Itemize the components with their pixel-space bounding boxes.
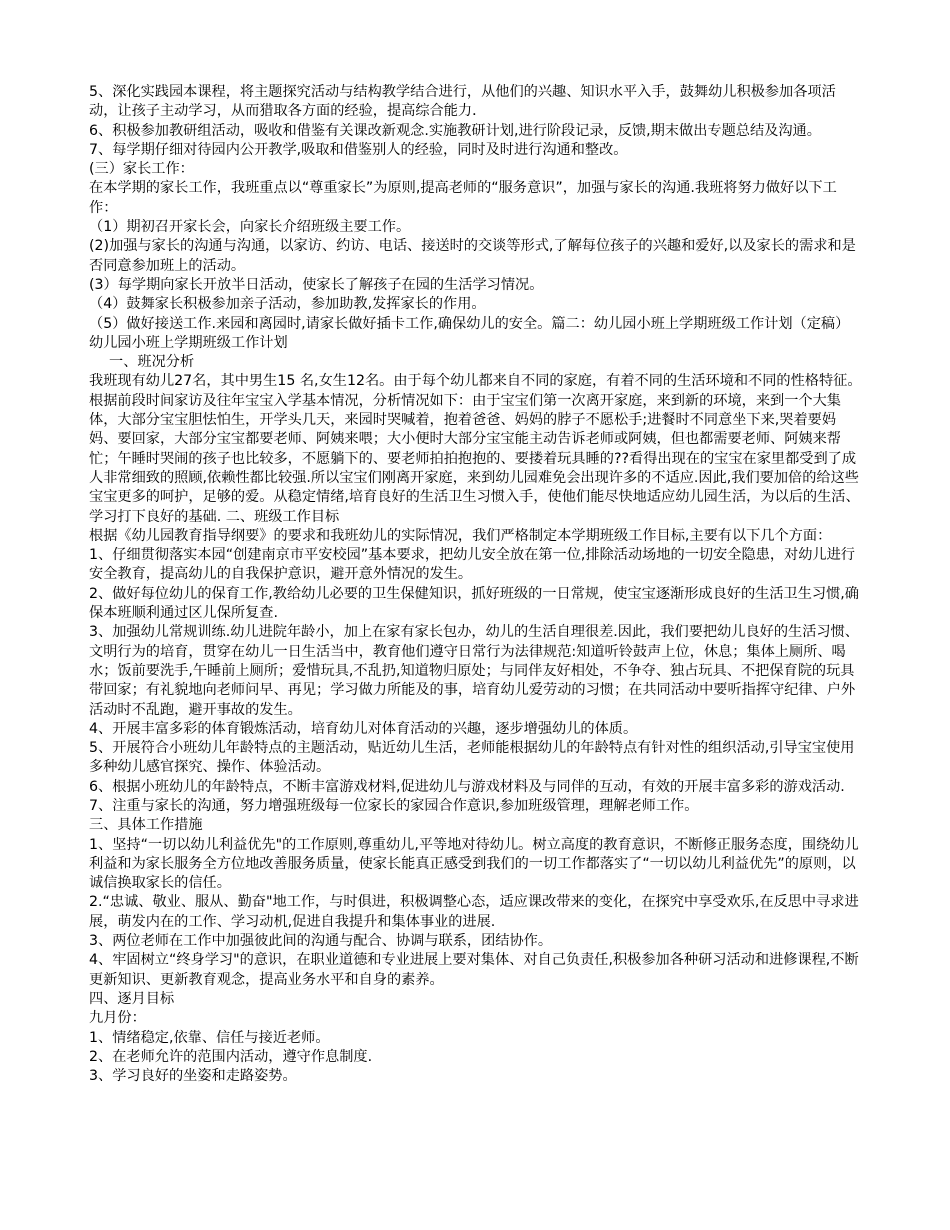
list-item: 6、根据小班幼儿的年龄特点，不断丰富游戏材料,促进幼儿与游戏材料及与同伴的互动，有效的开展丰富多彩的游戏活动.: [89, 778, 845, 795]
paragraph: 6、积极参加教研组活动，吸收和借鉴有关课改新观念.实施教研计划,进行阶段记录，反馈,期末做出专题总结及沟通。: [89, 122, 821, 139]
list-item: 5、开展符合小班幼儿年龄特点的主题活动，贴近幼儿生活，老师能根据幼儿的年龄特点有针对性的组织活动,引导宝宝使用多种幼儿感官探究、操作、体验活动。: [89, 740, 855, 776]
section-heading: 四、逐月目标: [89, 990, 175, 1007]
document-body: [89, 83, 864, 1086]
list-item: 1、仔细贯彻落实本园“创建南京市平安校园”基本要求，把幼儿安全放在第一位,排除活动场地的一切安全隐患，对幼儿进行安全教育，提高幼儿的自我保护意识，避开意外情况的发生。: [89, 547, 855, 583]
list-item: 2、做好每位幼儿的保育工作,教给幼儿必要的卫生保健知识，抓好班级的一日常规，使宝宝逐渐形成良好的生活卫生习惯,确保本班顺利通过区儿保所复查.: [89, 585, 859, 622]
list-item: 4、开展丰富多彩的体育锻炼活动，培育幼儿对体育活动的兴趣，逐步增强幼儿的体质。: [89, 720, 638, 737]
document-title: 幼儿园小班上学期班级工作计划: [89, 334, 288, 351]
list-item: 3、加强幼儿常规训练.幼儿进院年龄小，加上在家有家长包办，幼儿的生活自理很差.因此，我们要把幼儿良好的生活习惯、文明行为的培育，贯穿在幼儿一日生活当中，教育他们遵守日常行为法律规范:知道听铃鼓声上位，休息；集体上厕所、喝水；饭前要洗手,午睡前上厕所；爱惜玩具,不乱扔,知道物归原处；与同伴友好相处，不争夺、独占玩具、不把保育院的玩具带回家；有礼貌地向老师问早、再见；学习做力所能及的事，培育幼儿爱劳动的习惯；在共同活动中要听指挥守纪律、户外活动时不乱跑，避开事故的发生。: [89, 624, 859, 718]
list-item: 1、坚持“一切以幼儿利益优先"的工作原则,尊重幼儿,平等地对待幼儿。树立高度的教育意识，不断修正服务态度，围绕幼儿利益和为家长服务全方位地改善服务质量，使家长能真正感受到我们的一切工作都落实了“一切以幼儿利益优先”的原则，以诚信换取家长的信任。: [89, 836, 859, 892]
list-item: （5）做好接送工作.来园和离园时,请家长做好插卡工作,确保幼儿的安全。篇二：幼儿园小班上学期班级工作计划（定稿）: [89, 315, 850, 332]
paragraph: 我班现有幼儿27名，其中男生15 名,女生12名。由于每个幼儿都来自不同的家庭，有着不同的生活环境和不同的性格特征。根据前段时间家访及往年宝宝入学基本情况，分析情况如下：由于宝宝们第一次离开家庭，来到新的环境，来到一个大集体，大部分宝宝胆怯怕生，开学头几天，来园时哭喊着，抱着爸爸、妈妈的脖子不愿松手;进餐时不同意坐下来,哭着要妈妈、要回家，大部分宝宝都要老师、阿姨来喂；大小便时大部分宝宝能主动告诉老师或阿姨，但也都需要老师、阿姨来帮忙；午睡时哭闹的孩子也比较多，不愿躺下的、要老师拍拍抱抱的、要搂着玩具睡的??看得出现在的宝宝在家里都受到了成人非常细致的照顾,依赖性都比较强.所以宝宝们刚离开家庭，来到幼儿园难免会出现许多的不适应.因此,我们要加倍的给这些宝宝更多的呵护，足够的爱。从稳定情绪,培育良好的生活卫生习惯入手，使他们能尽快地适应幼儿园生活，为以后的生活、学习打下良好的基础. 二、班级工作目标: [89, 373, 862, 525]
paragraph: 7、每学期仔细对待园内公开教学,吸取和借鉴别人的经验，同时及时进行沟通和整改。: [89, 141, 628, 158]
section-heading: 一、班况分析: [109, 354, 195, 371]
list-item: （4）鼓舞家长积极参加亲子活动，参加助教,发挥家长的作用。: [89, 296, 486, 313]
section-heading: 三、具体工作措施: [89, 817, 203, 834]
list-item: 7、注重与家长的沟通，努力增强班级每一位家长的家园合作意识,参加班级管理，理解老师工作。: [89, 797, 699, 814]
month-heading: 九月份：: [89, 1010, 146, 1027]
list-item: (2)加强与家长的沟通与沟通，以家访、约访、电话、接送时的交谈等形式,了解每位孩子的兴趣和爱好,以及家长的需求和是否同意参加班上的活动。: [89, 238, 856, 274]
list-item: 2、在老师允许的范围内活动，遵守作息制度.: [89, 1048, 373, 1065]
paragraph: 根据《幼儿园教育指导纲要》的要求和我班幼儿的实际情况，我们严格制定本学期班级工作目标,主要有以下几个方面：: [89, 527, 832, 544]
list-item: 2.“忠诚、敬业、服从、勤奋"地工作，与时俱进，积极调整心态，适应课改带来的变化，在探究中享受欢乐,在反思中寻求进展，萌发内在的工作、学习动机,促进自我提升和集体事业的进展.: [89, 894, 859, 930]
list-item: 4、牢固树立“终身学习"的意识，在职业道德和专业进展上要对集体、对自己负责任,积极参加各种研习活动和进修课程,不断更新知识、更新教育观念，提高业务水平和自身的素养。: [89, 952, 859, 988]
paragraph: 5、深化实践园本课程，将主题探究活动与结构教学结合进行，从他们的兴趣、知识水平入手，鼓舞幼儿积极参加各项活动，让孩子主动学习，从而猎取各方面的经验，提高综合能力．: [89, 84, 836, 120]
list-item: 1、情绪稳定,依靠、信任与接近老师。: [89, 1029, 330, 1046]
list-item: （1）期初召开家长会，向家长介绍班级主要工作。: [89, 219, 411, 236]
list-item: 3、两位老师在工作中加强彼此间的沟通与配合、协调与联系，团结协作。: [89, 933, 553, 950]
paragraph: 在本学期的家长工作，我班重点以“尊重家长”为原则,提高老师的“服务意识”，加强与家长的沟通.我班将努力做好以下工作：: [89, 180, 837, 216]
list-item: 3、学习良好的坐姿和走路姿势。: [89, 1068, 297, 1085]
section-heading: (三）家长工作：: [89, 161, 194, 178]
list-item: (3）每学期向家长开放半日活动，使家长了解孩子在园的生活学习情况。: [89, 276, 544, 293]
